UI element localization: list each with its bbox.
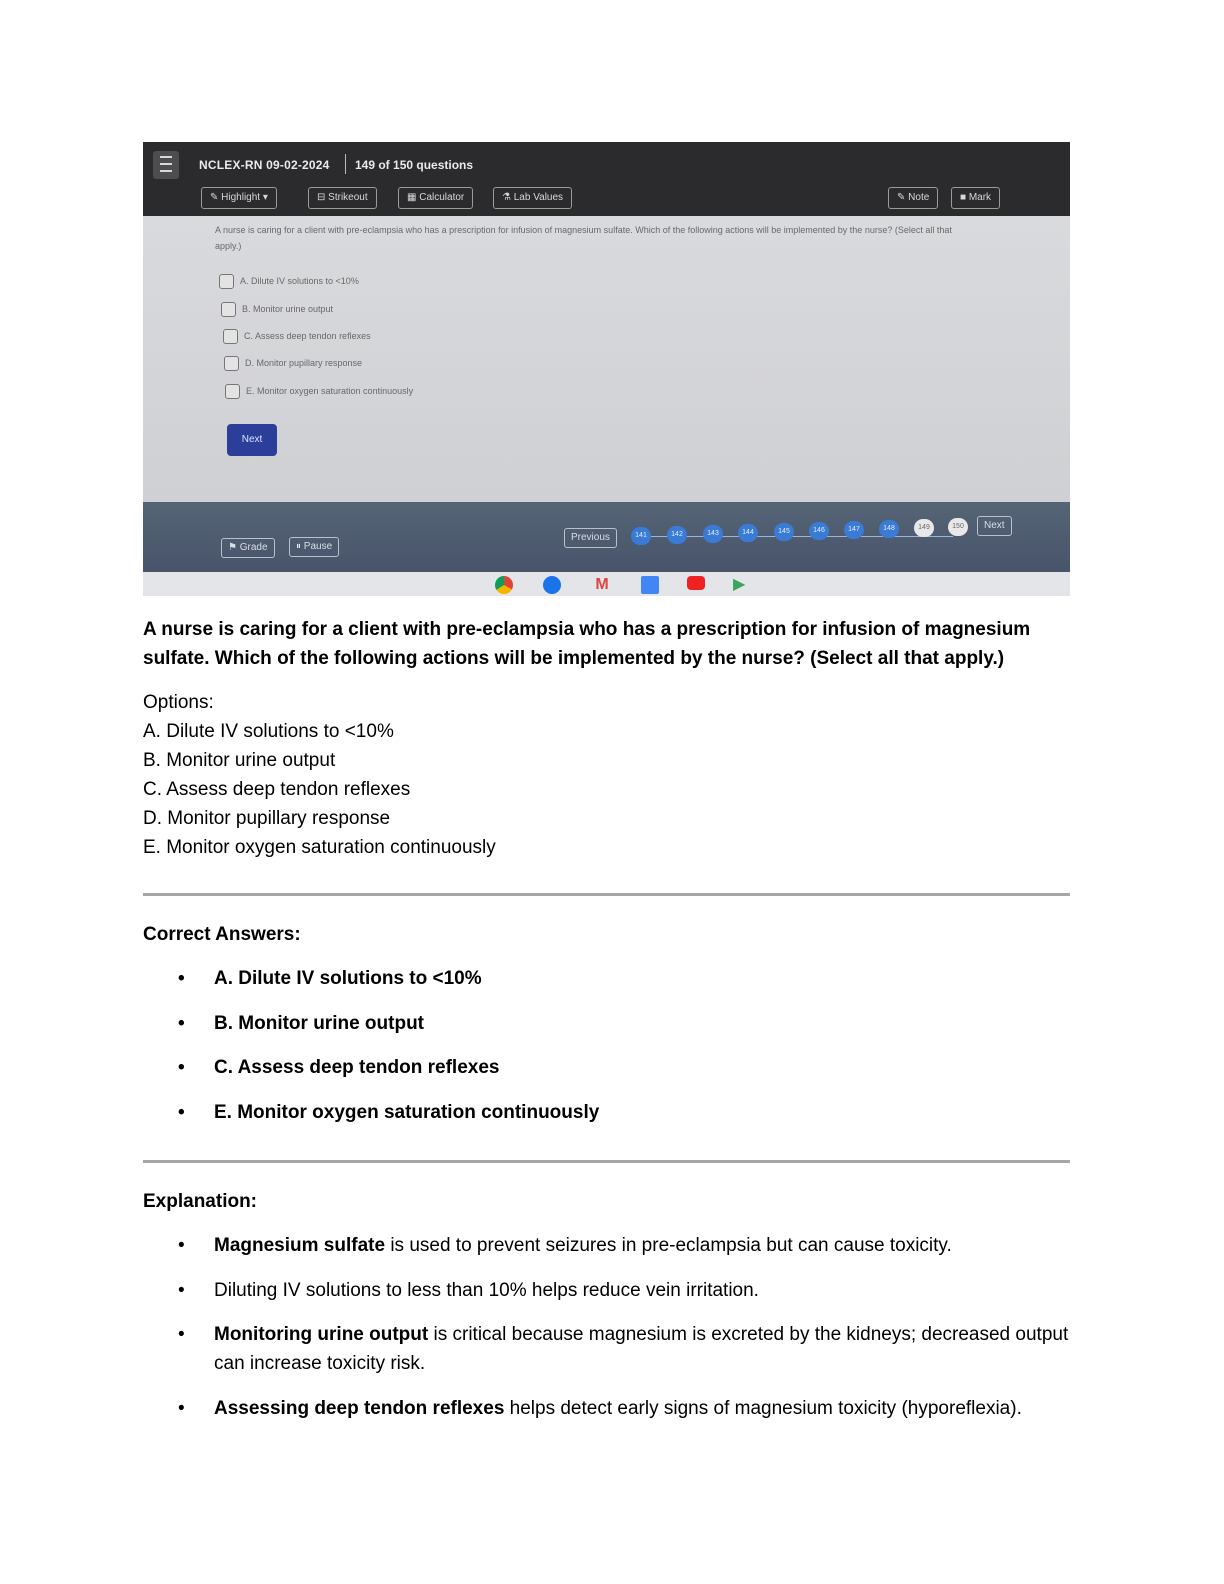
strikeout-label: Strikeout: [328, 192, 368, 203]
correct-answers-list: [143, 964, 1070, 1142]
grade-button[interactable]: ⚑ Grade: [221, 538, 275, 558]
question-panel: [143, 216, 1070, 502]
explanation-title: Explanation:: [143, 1191, 258, 1212]
screen-option-label: E. Monitor oxygen saturation continuously: [246, 385, 414, 396]
explanation-text: helps detect early signs of magnesium toxicity (hyporeflexia).: [504, 1397, 1022, 1419]
page-144[interactable]: 144: [738, 524, 758, 542]
mark-label: Mark: [968, 192, 992, 203]
option-item: C. Assess deep tendon reflexes: [143, 779, 411, 800]
explanation-bold: Monitoring urine output: [214, 1324, 429, 1345]
page-149-current[interactable]: 149: [914, 519, 934, 537]
exam-footer-bar: [143, 502, 1070, 572]
checkbox-icon[interactable]: [224, 356, 239, 371]
page-145[interactable]: 145: [774, 523, 794, 541]
question-count: 149 of 150 questions: [355, 158, 474, 172]
explanation-bold: Assessing deep tendon reflexes: [214, 1397, 505, 1419]
note-label: Note: [908, 192, 930, 203]
footer-next-button[interactable]: Next: [977, 516, 1012, 536]
correct-answer-item: • B. Monitor urine output: [143, 1009, 1070, 1038]
youtube-icon[interactable]: [687, 576, 705, 590]
calculator-label: Calculator: [419, 192, 465, 203]
screen-next-button[interactable]: Next: [227, 424, 277, 456]
page-146[interactable]: 146: [809, 522, 829, 540]
exam-screenshot-photo: [143, 142, 1070, 596]
option-item: E. Monitor oxygen saturation continuously: [143, 837, 496, 858]
explanation-text: is critical because magnesium is excreted by the kidneys; decreased output can increase toxicity risk.: [214, 1324, 1069, 1374]
page-143[interactable]: 143: [703, 525, 723, 543]
strikeout-button[interactable]: ⊟ Strikeout: [308, 187, 377, 209]
question-heading: A nurse is caring for a client with pre-eclampsia who has a prescription for infusion of magnesium sulfate. Which of the following actions will be implemented by the nurse? (Select all that apply.): [143, 619, 1031, 669]
docs-icon[interactable]: [641, 576, 659, 594]
os-taskbar: [143, 572, 1070, 596]
files-icon[interactable]: [543, 576, 561, 594]
options-label: Options:: [143, 692, 214, 713]
previous-button[interactable]: Previous: [564, 528, 617, 548]
explanation-item: [143, 1320, 1070, 1378]
page-141[interactable]: 141: [631, 527, 651, 545]
screen-question-text: A nurse is caring for a client with pre-eclampsia who has a prescription for infusion of magnesium sulfate. Which of the following actions will be implemented by the nurse? (Select all that apply.): [215, 225, 952, 251]
exam-header-bar: [143, 142, 1070, 187]
exam-title: NCLEX-RN 09-02-2024: [199, 158, 330, 172]
menu-icon[interactable]: [153, 151, 179, 179]
explanation-text: Diluting IV solutions to less than 10% helps reduce vein irritation.: [214, 1279, 759, 1301]
checkbox-icon[interactable]: [221, 302, 236, 317]
page-142[interactable]: 142: [667, 526, 687, 544]
screen-option-c[interactable]: [223, 329, 371, 344]
divider: [143, 1160, 1070, 1163]
lab-values-button[interactable]: ⚗ Lab Values: [493, 187, 572, 209]
correct-answers-title: Correct Answers:: [143, 924, 301, 945]
option-item: A. Dilute IV solutions to <10%: [143, 721, 394, 742]
note-button[interactable]: ✎ Note: [888, 187, 938, 209]
pause-button[interactable]: ⏸ Pause: [289, 537, 339, 557]
explanation-item: [143, 1394, 1070, 1423]
pause-label: Pause: [303, 541, 333, 552]
explanation-text: is used to prevent seizures in pre-eclampsia but can cause toxicity.: [385, 1235, 952, 1256]
checkbox-icon[interactable]: [219, 274, 234, 289]
highlight-label: Highlight: [221, 192, 261, 203]
correct-answer-item: • A. Dilute IV solutions to <10%: [143, 964, 1070, 993]
option-item: B. Monitor urine output: [143, 750, 336, 771]
mark-button[interactable]: ■ Mark: [951, 187, 1000, 209]
divider: [143, 893, 1070, 896]
gmail-icon[interactable]: M: [595, 576, 609, 593]
page-148[interactable]: 148: [879, 520, 899, 538]
screen-option-label: A. Dilute IV solutions to <10%: [240, 275, 359, 286]
option-item: D. Monitor pupillary response: [143, 808, 391, 829]
screen-option-b[interactable]: [221, 302, 333, 317]
chrome-icon[interactable]: [495, 576, 513, 594]
options-block: [143, 688, 1070, 862]
explanation-bold: Magnesium sulfate: [214, 1235, 386, 1256]
page-147[interactable]: 147: [844, 521, 864, 539]
exam-toolbar: [143, 182, 1070, 216]
page-150[interactable]: 150: [948, 518, 968, 536]
highlight-button[interactable]: ✎ Highlight ▾: [201, 187, 277, 209]
explanation-list: [143, 1231, 1070, 1438]
header-divider: [345, 154, 346, 174]
grade-label: Grade: [239, 542, 268, 553]
screen-option-label: C. Assess deep tendon reflexes: [244, 330, 371, 341]
calculator-button[interactable]: ▦ Calculator: [398, 187, 473, 209]
lab-values-label: Lab Values: [513, 192, 564, 203]
screen-option-d[interactable]: [224, 356, 362, 371]
checkbox-icon[interactable]: [223, 329, 238, 344]
explanation-item: [143, 1231, 1070, 1260]
correct-answer-item: • E. Monitor oxygen saturation continuously: [143, 1098, 1070, 1127]
screen-option-label: B. Monitor urine output: [242, 303, 334, 314]
explanation-item: [143, 1276, 1070, 1305]
screen-option-e[interactable]: [225, 384, 413, 399]
correct-answer-item: • C. Assess deep tendon reflexes: [143, 1053, 1070, 1082]
checkbox-icon[interactable]: [225, 384, 240, 399]
play-store-icon[interactable]: ▶: [733, 576, 746, 593]
screen-option-a[interactable]: [219, 274, 359, 289]
screen-option-label: D. Monitor pupillary response: [245, 357, 363, 368]
